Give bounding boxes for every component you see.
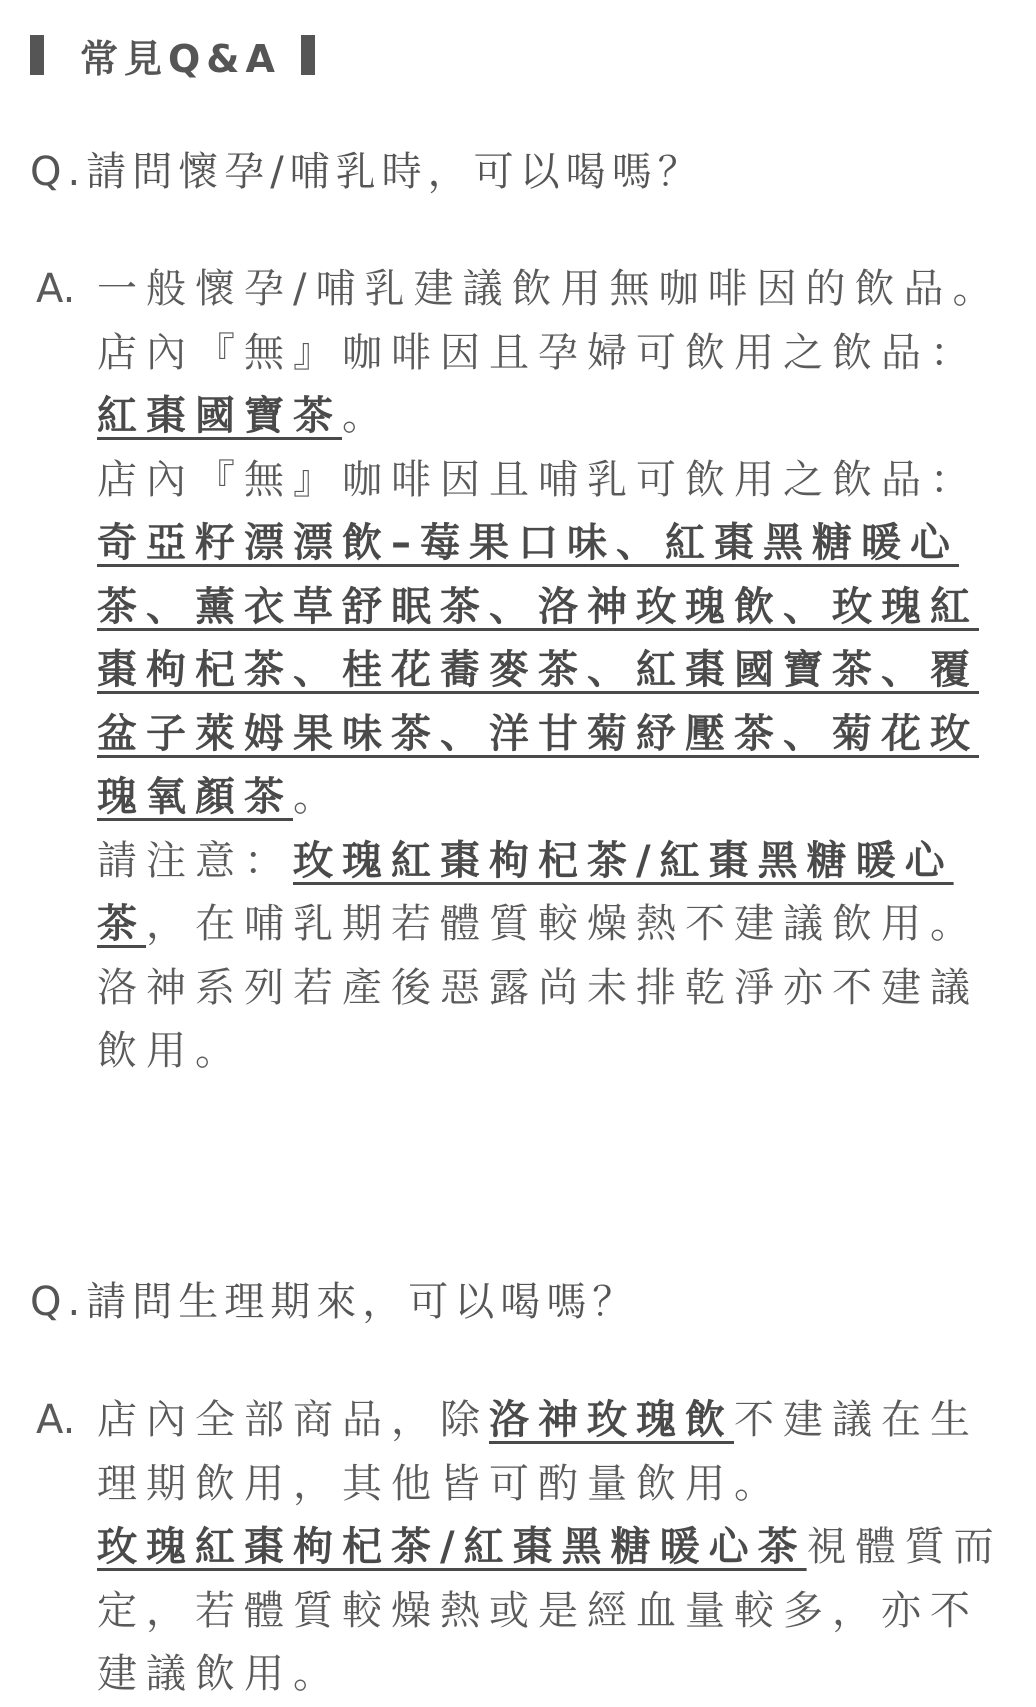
answer-marker: A. [36,1397,76,1443]
answer-paragraph [97,1516,1017,1707]
faq-answer-2 [36,1389,1003,1707]
answer-marker: A. [36,266,76,312]
header-bar-left [30,35,44,75]
answer-paragraph [97,1389,1017,1516]
section-title: 常見Q&A [80,36,281,81]
answer-paragraph [97,322,1017,449]
answer-text: ，在哺乳期若體質較燥熱不建議飲用。洛神系列若產後惡露尚未排乾淨亦不建議飲用。 [97,901,979,1074]
faq-question-2: Q.請問生理期來，可以喝嗎？ [30,1279,639,1325]
answer-text: 視體質而定，若體質較燥熱或是經血量較多，亦不建議飲用。 [97,1524,1003,1697]
answer-text: 請注意： [97,837,293,884]
answer-paragraph [97,258,1017,322]
product-link[interactable]: 玫瑰紅棗枸杞茶/紅棗黑糖暖心茶 [97,837,954,947]
answer-text: 一般懷孕/哺乳建議飲用無咖啡因的飲品。 [97,266,1002,312]
answer-paragraph [97,449,1017,830]
answer-text: 。 [293,774,342,820]
product-link[interactable]: 玫瑰紅棗枸杞茶/紅棗黑糖暖心茶 [97,1524,807,1570]
answer-text: 店內全部商品，除 [97,1397,489,1443]
faq-question-1: Q.請問懷孕/哺乳時，可以喝嗎？ [30,149,704,195]
section-header [30,30,315,80]
product-link[interactable]: 奇亞籽漂漂飲–莓果口味、紅棗黑糖暖心茶、薰衣草舒眠茶、洛神玫瑰飲、玫瑰紅棗枸杞茶、桂花蕎麥茶、紅棗國寶茶、覆盆子萊姆果味茶、洋甘菊紓壓茶、菊花玫瑰氧顏茶 [97,520,979,820]
answer-text: 不建議在生理期飲用，其他皆可酌量飲用。 [97,1397,979,1507]
product-link[interactable]: 洛神玫瑰飲 [489,1397,734,1443]
answer-text: 店內『無』咖啡因且孕婦可飲用之飲品： [97,329,979,376]
faq-answer-1 [36,258,1002,1084]
answer-text: 店內『無』咖啡因且哺乳可飲用之飲品： [97,456,979,503]
answer-paragraph [97,830,1017,1084]
product-link[interactable]: 紅棗國寶茶 [97,393,342,439]
answer-text: 。 [342,393,391,439]
header-bar-right [301,35,315,75]
